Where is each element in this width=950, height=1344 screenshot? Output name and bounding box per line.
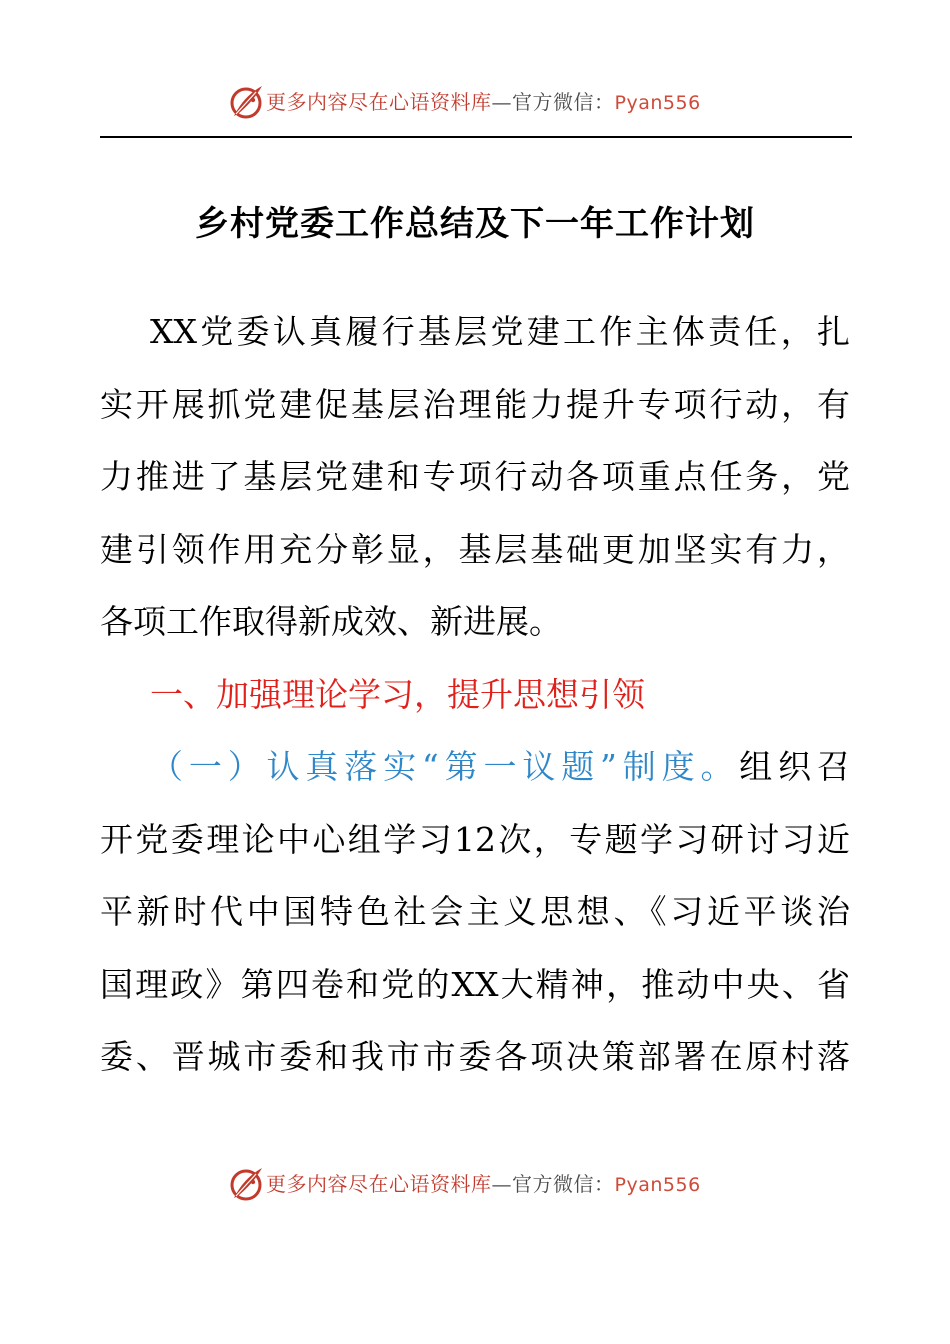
header-watermark [0, 82, 950, 122]
paragraph-line: XX党委认真履行基层党建工作主体责任，扎 [150, 312, 850, 351]
subsection-text-start: 组织召 [739, 747, 850, 786]
paragraph-line: 建引领作用充分彰显，基层基础更加坚实有力， [100, 529, 850, 569]
paragraph-line: 委、晋城市委和我市市委各项决策部署在原村落 [100, 1037, 850, 1076]
document-body [100, 296, 850, 1094]
watermark-text [266, 1172, 701, 1197]
watermark-id: Pyan556 [614, 92, 701, 114]
document-title: 乡村党委工作总结及下一年工作计划 [195, 204, 755, 244]
watermark-id: Pyan556 [614, 1174, 701, 1196]
paragraph-line: 各项工作取得新成效、新进展。 [100, 602, 562, 641]
feather-pen-logo-icon [226, 82, 266, 122]
paragraph-line: 实开展抓党建促基层治理能力提升专项行动，有 [100, 384, 850, 424]
subsection-line [100, 731, 850, 804]
watermark-site-text: 更多内容尽在心语资料库 [266, 90, 492, 114]
subsection-heading: （一）认真落实“第一议题”制度。 [150, 747, 740, 786]
paragraph-line: 力推进了基层党建和专项行动各项重点任务，党 [100, 457, 850, 496]
paragraph-line: 国理政》第四卷和党的XX大精神，推动中央、省 [100, 964, 850, 1004]
paragraph-line: 开党委理论中心组学习12次，专题学习研讨习近 [100, 819, 850, 859]
watermark-separator: —官方微信： [491, 1172, 615, 1196]
watermark-separator: —官方微信： [491, 90, 615, 114]
header-divider [100, 136, 852, 138]
watermark-site-text: 更多内容尽在心语资料库 [266, 1172, 492, 1196]
paragraph-line: 平新时代中国特色社会主义思想、《习近平谈治 [100, 892, 850, 931]
section-heading: 一、加强理论学习，提升思想引领 [150, 674, 645, 714]
feather-pen-logo-icon [226, 1164, 266, 1204]
footer-watermark [0, 1164, 950, 1204]
watermark-text [266, 90, 701, 115]
